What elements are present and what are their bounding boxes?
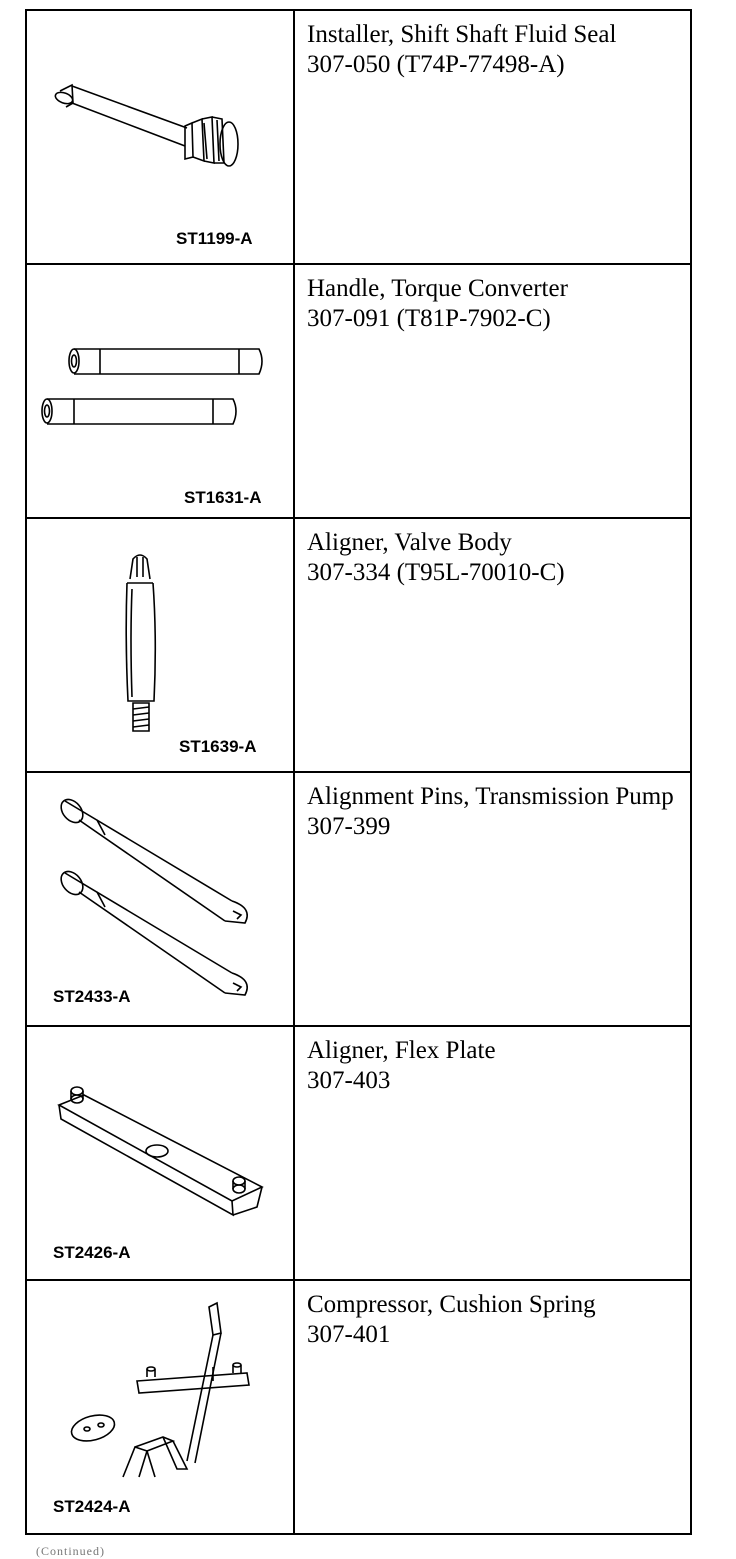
table-row [26, 10, 691, 264]
torque-converter-handle-icon [27, 265, 293, 517]
cushion-spring-compressor-icon [27, 1281, 293, 1533]
tool-description-cell [294, 1026, 691, 1280]
figure-code: ST1631-A [184, 488, 262, 507]
tool-number: 307-334 (T95L-70010-C) [307, 559, 565, 586]
tool-description-cell [294, 518, 691, 772]
tool-name: Aligner, Valve Body [307, 529, 512, 556]
tool-number: 307-399 [307, 813, 391, 840]
tool-number: 307-403 [307, 1067, 391, 1094]
seal-installer-icon [27, 11, 293, 263]
continued-note: (Continued) [36, 1544, 105, 1558]
tool-illustration-cell [26, 1280, 294, 1534]
figure-code: ST1639-A [179, 737, 257, 756]
figure-code: ST2424-A [53, 1497, 131, 1516]
tool-illustration-cell [26, 264, 294, 518]
figure-code: ST2433-A [53, 987, 131, 1006]
special-tools-table [25, 9, 692, 1535]
tool-name: Aligner, Flex Plate [307, 1037, 496, 1064]
tool-number: 307-091 (T81P-7902-C) [307, 305, 551, 332]
table-row [26, 264, 691, 518]
tool-name: Installer, Shift Shaft Fluid Seal [307, 21, 617, 48]
tool-illustration-cell [26, 772, 294, 1026]
table-row [26, 518, 691, 772]
tool-description-cell [294, 10, 691, 264]
tool-number: 307-050 (T74P-77498-A) [307, 51, 565, 78]
tool-description-cell [294, 264, 691, 518]
table-row [26, 772, 691, 1026]
flex-plate-aligner-icon [27, 1027, 293, 1279]
tool-name: Compressor, Cushion Spring [307, 1291, 596, 1318]
tool-illustration-cell [26, 10, 294, 264]
table-row [26, 1280, 691, 1534]
tool-description-cell [294, 1280, 691, 1534]
tool-name: Alignment Pins, Transmission Pump [307, 783, 674, 810]
tool-name: Handle, Torque Converter [307, 275, 568, 302]
table-row [26, 1026, 691, 1280]
tool-number: 307-401 [307, 1321, 391, 1348]
figure-code: ST2426-A [53, 1243, 131, 1262]
tool-description-cell [294, 772, 691, 1026]
figure-code: ST1199-A [176, 229, 253, 248]
tool-illustration-cell [26, 1026, 294, 1280]
tool-illustration-cell [26, 518, 294, 772]
valve-body-aligner-icon [27, 519, 293, 771]
